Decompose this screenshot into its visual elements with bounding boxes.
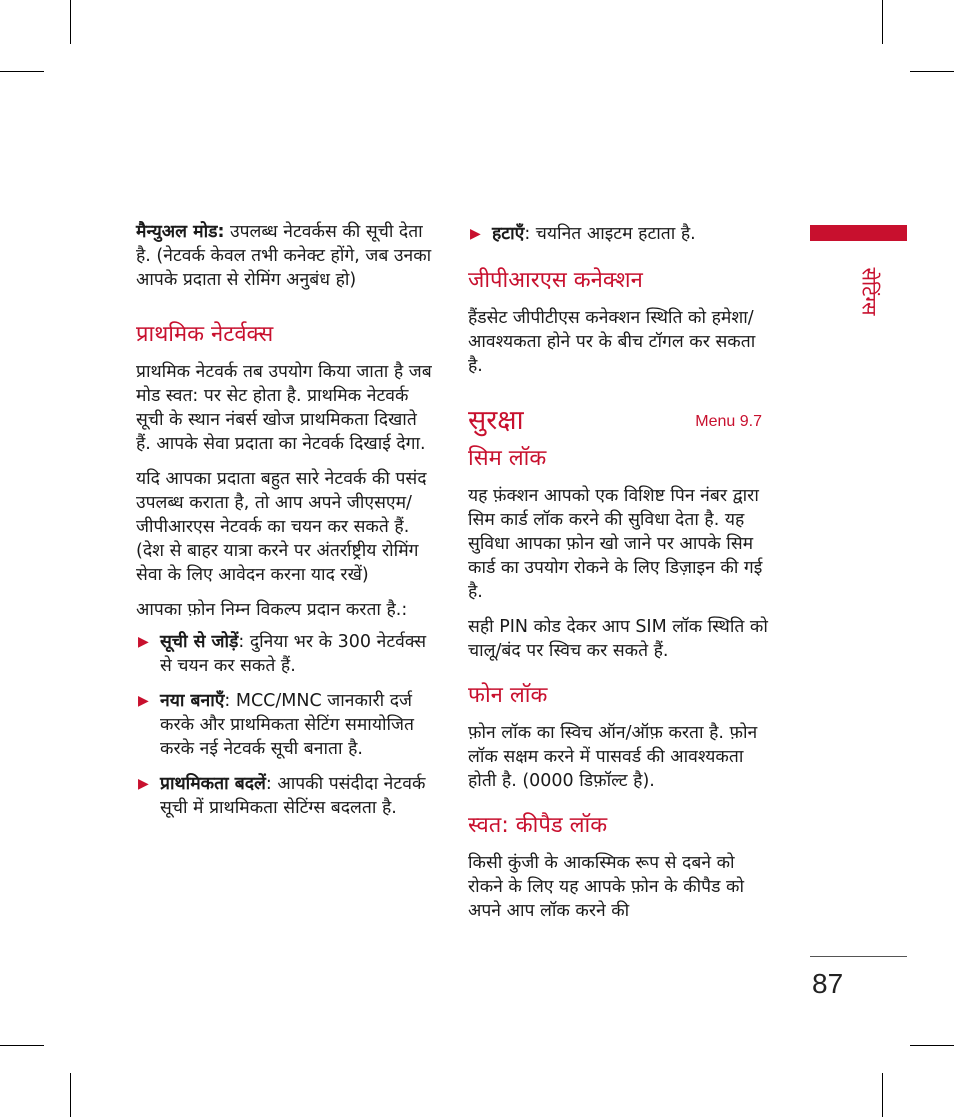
crop-mark — [882, 1073, 883, 1117]
left-column — [136, 220, 436, 831]
gprs-heading: जीपीआरएस कनेक्शन — [468, 268, 643, 293]
crop-mark — [0, 1045, 44, 1046]
crop-mark — [0, 71, 44, 72]
manual-mode-term: मैन्युअल मोड: — [136, 222, 225, 242]
page-number-rule — [810, 956, 907, 957]
right-column — [468, 222, 770, 934]
bullet-text: : चयनित आइटम हटाता है. — [524, 224, 696, 244]
bullet-term: हटाएँ — [492, 224, 525, 244]
triangle-bullet-icon: ▶ — [138, 693, 149, 709]
phone-lock-paragraph: फ़ोन लॉक का स्विच ऑन/ऑफ़ करता है. फ़ोन लॉक सक्षम करने में पासवर्ड की आवश्यकता होती है. (0000 डिफ़ॉल्ट है). — [468, 723, 758, 791]
phone-lock-heading: फोन लॉक — [468, 683, 548, 708]
primary-networks-para2: यदि आपका प्रदाता बहुत सारे नेटवर्क की पसंद उपलब्ध कराता है, तो आप अपने जीएसएम/जीपीआरएस नेटवर्क का चयन कर सकते हैं. (देश से बाहर यात्रा करने पर अंतर्राष्ट्रीय रोमिंग सेवा के लिए आवेदन करना याद रखें) — [136, 469, 427, 585]
crop-mark — [882, 0, 883, 44]
bullet-create-new — [136, 689, 436, 761]
crop-mark — [910, 71, 954, 72]
auto-keypad-lock-heading: स्वत: कीपैड लॉक — [468, 813, 608, 838]
primary-networks-para3: आपका फ़ोन निम्न विकल्प प्रदान करता है.: — [136, 600, 408, 620]
bullet-term: सूची से जोड़ें — [160, 632, 239, 652]
primary-networks-heading: प्राथमिक नेटर्वक्स — [136, 322, 274, 347]
bullet-term: प्राथमिकता बदलें — [160, 774, 266, 794]
page-number: 87 — [812, 968, 844, 999]
side-tab-bar — [810, 225, 907, 241]
sim-lock-para2: सही PIN कोड देकर आप SIM लॉक स्थिति को चालू/बंद पर स्विच कर सकते हैं. — [468, 617, 768, 661]
crop-mark — [910, 1045, 954, 1046]
manual-mode-text: उपलब्ध नेटवर्कस की सूची देता है. (नेटवर्क केवल तभी कनेक्ट होंगे, जब उनका आपके प्रदाता से रोमिंग अनुबंध हो) — [136, 222, 432, 290]
triangle-bullet-icon: ▶ — [470, 226, 481, 242]
side-tab-label: सेटिंग्स — [857, 267, 882, 316]
triangle-bullet-icon: ▶ — [138, 634, 149, 650]
bullet-term: नया बनाएँ — [160, 691, 225, 711]
security-heading: सुरक्षा — [468, 405, 524, 436]
crop-mark — [70, 0, 71, 44]
bullet-text: : MCC/MNC जानकारी दर्ज करके और प्राथमिकता सेटिंग समायोजित करके नई नेटवर्क सूची बनाता है. — [160, 691, 415, 759]
auto-keypad-lock-paragraph: किसी कुंजी के आकस्मिक रूप से दबने को रोकने के लिए यह आपके फ़ोन के कीपैड को अपने आप लॉक करने की — [468, 853, 744, 921]
bullet-text: : आपकी पसंदीदा नेटवर्क सूची में प्राथमिकता सेटिंग्स बदलता है. — [160, 774, 426, 818]
triangle-bullet-icon: ▶ — [138, 776, 149, 792]
bullet-change-priority — [136, 772, 436, 820]
menu-code: Menu 9.7 — [695, 413, 762, 430]
bullet-text: : दुनिया भर के 300 नेटर्वक्स से चयन कर सकते हैं. — [160, 632, 427, 676]
primary-networks-para1: प्राथमिक नेटवर्क तब उपयोग किया जाता है जब मोड स्वत: पर सेट होता है. प्राथमिक नेटवर्क सूची के स्थान नंबर्स खोज प्राथमिकता दिखाते हैं. आपके सेवा प्रदाता का नेटवर्क दिखाई देगा. — [136, 362, 432, 454]
crop-mark — [70, 1073, 71, 1117]
sim-lock-heading: सिम लॉक — [468, 446, 547, 471]
bullet-add-from-list — [136, 630, 436, 678]
bullet-delete — [468, 222, 770, 246]
sim-lock-para1: यह फ़ंक्शन आपको एक विशिष्ट पिन नंबर द्वारा सिम कार्ड लॉक करने की सुविधा देता है. यह सुविधा आपका फ़ोन खो जाने पर आपके सिम कार्ड का उपयोग रोकने के लिए डिज़ाइन की गई है. — [468, 486, 763, 602]
security-section-header — [468, 404, 770, 438]
gprs-paragraph: हैंडसेट जीपीटीएस कनेक्शन स्थिति को हमेशा/आवश्यकता होने पर के बीच टॉगल कर सकता है. — [468, 308, 756, 376]
manual-mode-paragraph — [136, 220, 436, 292]
